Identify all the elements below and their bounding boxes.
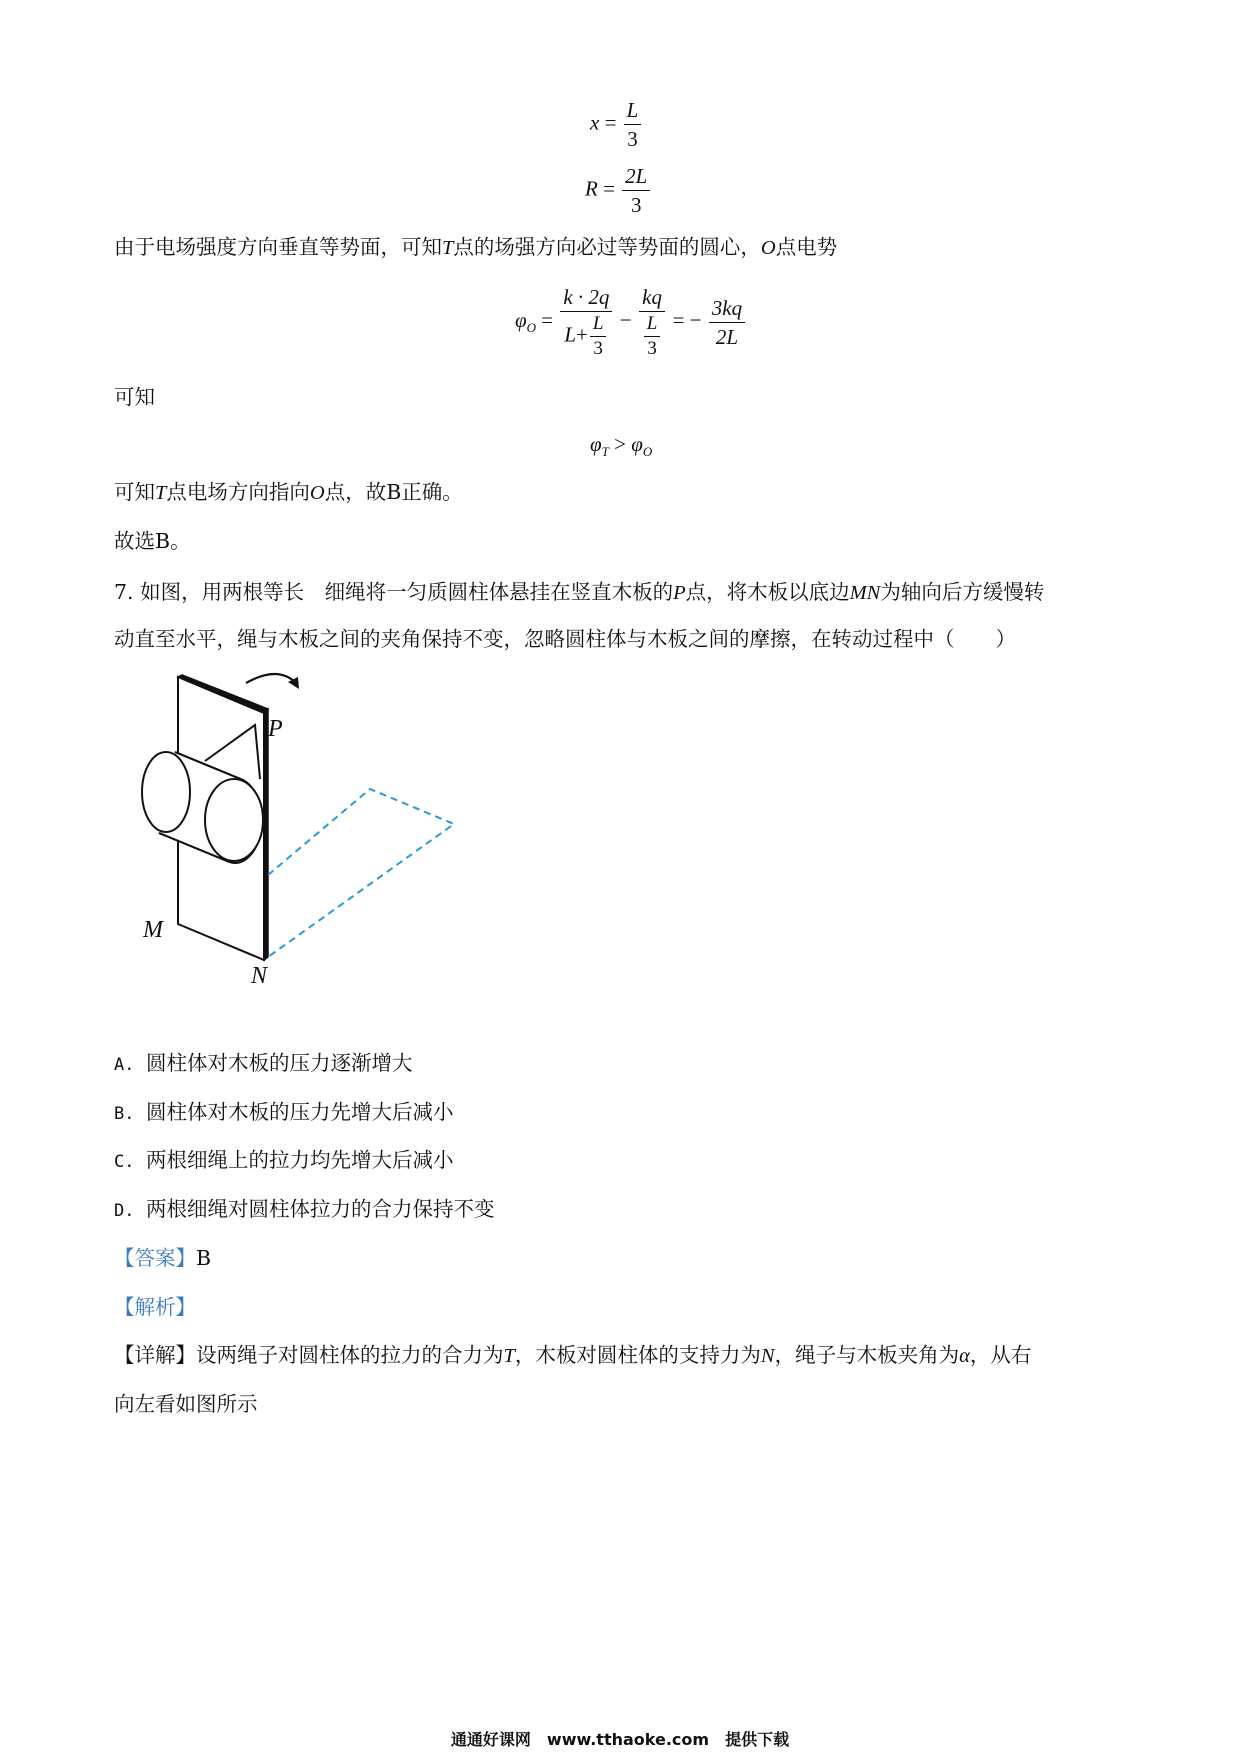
question-7-line-2: 动直至水平，绳与木板之间的夹角保持不变，忽略圆柱体与木板之间的摩擦，在转动过程中（ ） xyxy=(114,627,1016,651)
eq-phi-frac3-den: 2L xyxy=(715,324,739,349)
eq-R-lhs: R xyxy=(585,176,598,201)
eq-phi-symbol: φ xyxy=(515,307,527,332)
eq-phi-frac1-den-plus: + xyxy=(576,322,588,347)
equation-R xyxy=(585,164,652,217)
eq-phi-frac1-den-inner xyxy=(590,314,607,359)
board-cylinder-figure xyxy=(118,665,478,995)
p1-text-c: 点电势 xyxy=(775,235,838,259)
eq-cmp-sub2: O xyxy=(642,444,653,459)
p1-var-T: T xyxy=(442,237,454,259)
p3-var-O: O xyxy=(309,482,325,504)
detail-var-T: T xyxy=(503,1345,515,1367)
equation-x xyxy=(590,98,643,151)
p3-text-d: 正确。 xyxy=(401,480,463,504)
label-N: N xyxy=(251,963,268,989)
eq-phi-minus: − xyxy=(619,307,632,332)
eq-phi-frac2-num: kq xyxy=(639,285,665,312)
p3-var-B: B xyxy=(386,480,402,504)
eq-cmp-sub1: T xyxy=(601,444,609,459)
detail-line-1 xyxy=(114,1340,1031,1371)
q7-text-b: 点，将木板以底边 xyxy=(685,580,850,604)
eq-phi-equals: = xyxy=(541,307,554,332)
eq-phi-frac1-den-L: L xyxy=(564,322,577,347)
equation-phi-O xyxy=(515,285,747,359)
option-c[interactable] xyxy=(114,1145,454,1177)
option-d-text: 两根细绳对圆柱体拉力的合力保持不变 xyxy=(146,1197,495,1221)
cylinder-front-end xyxy=(205,779,263,861)
label-P: P xyxy=(268,716,283,742)
detail-text-d: ，从右 xyxy=(969,1343,1032,1367)
eq-R-den: 3 xyxy=(631,193,642,217)
option-b-text: 圆柱体对木板的压力先增大后减小 xyxy=(146,1100,454,1124)
answer-value: B xyxy=(196,1246,212,1270)
label-M: M xyxy=(143,917,163,943)
eq-R-equals: = xyxy=(603,176,615,201)
option-a-label: A. xyxy=(114,1055,135,1075)
detail-tag: 【详解】 xyxy=(114,1343,196,1367)
q7-text-a: 7. 如图，用两根等长 细绳将一匀质圆柱体悬挂在竖直木板的 xyxy=(114,580,674,604)
option-a-text: 圆柱体对木板的压力逐渐增大 xyxy=(146,1051,413,1075)
detail-var-N: N xyxy=(760,1345,775,1367)
eq-cmp-phi2: φ xyxy=(631,432,643,456)
eq-phi-sub: O xyxy=(526,319,537,335)
detail-text-c: ，绳子与木板夹角为 xyxy=(774,1343,960,1367)
p3-text-c: 点，故 xyxy=(324,480,387,504)
eq-phi-inner2-num: L xyxy=(644,314,661,337)
p3-text-a: 可知 xyxy=(114,480,155,504)
p4-var-B: B xyxy=(155,529,171,553)
q7-var-MN: MN xyxy=(849,582,881,604)
option-c-label: C. xyxy=(114,1152,135,1172)
equation-compare xyxy=(590,432,652,460)
answer-line xyxy=(114,1243,211,1273)
paragraph-field-direction xyxy=(114,232,837,263)
horizontal-board-outline xyxy=(268,789,454,957)
eq-phi-inner1-num: L xyxy=(590,314,607,337)
p4-text-a: 故选 xyxy=(114,529,155,553)
detail-text-b: ，木板对圆柱体的支持力为 xyxy=(514,1343,761,1367)
page-footer: 通通好课网 www.tthaoke.com 提供下载 xyxy=(450,1730,790,1749)
rotation-arrow xyxy=(246,674,296,683)
eq-x-fraction xyxy=(624,98,642,151)
eq-phi-frac3 xyxy=(709,296,745,349)
analysis-lbracket: 【 xyxy=(114,1295,135,1319)
option-b-label: B. xyxy=(114,1104,135,1124)
question-7-line-1 xyxy=(114,577,1044,608)
p3-text-b: 点电场方向指向 xyxy=(166,480,310,504)
eq-cmp-phi1: φ xyxy=(590,432,602,456)
eq-x-den: 3 xyxy=(627,127,638,151)
eq-R-num: 2L xyxy=(622,164,650,191)
detail-line-2: 向左看如图所示 xyxy=(114,1392,258,1416)
paragraph-conclusion xyxy=(114,477,463,508)
option-a[interactable] xyxy=(114,1048,413,1080)
analysis-tag: 解析 xyxy=(134,1295,176,1319)
eq-x-lhs: x xyxy=(590,110,600,135)
p3-var-T: T xyxy=(155,482,167,504)
answer-tag: 答案 xyxy=(134,1246,176,1270)
eq-cmp-gt: > xyxy=(614,432,626,456)
eq-phi-frac2-den xyxy=(639,312,666,359)
answer-rbracket: 】 xyxy=(175,1246,196,1270)
option-c-text: 两根细绳上的拉力均先增大后减小 xyxy=(146,1148,454,1172)
option-b[interactable] xyxy=(114,1097,454,1129)
answer-lbracket: 【 xyxy=(114,1246,135,1270)
p4-text-b: 。 xyxy=(170,529,191,553)
option-d-label: D. xyxy=(114,1201,135,1221)
eq-R-fraction xyxy=(622,164,650,217)
detail-var-alpha: α xyxy=(959,1345,970,1367)
analysis-heading xyxy=(114,1292,196,1322)
cylinder-back-end xyxy=(142,752,190,832)
eq-phi-equals-minus: = − xyxy=(672,307,702,332)
board-side-edge xyxy=(264,709,268,960)
p1-var-O: O xyxy=(760,237,776,259)
analysis-rbracket: 】 xyxy=(175,1295,196,1319)
eq-phi-frac1 xyxy=(560,285,612,359)
eq-phi-inner2-den: 3 xyxy=(647,338,657,359)
eq-phi-frac1-num: k · 2q xyxy=(560,285,612,312)
paragraph-kezhi: 可知 xyxy=(114,385,155,409)
detail-text-a: 设两绳子对圆柱体的拉力的合力为 xyxy=(196,1343,504,1367)
eq-x-equals: = xyxy=(604,110,617,135)
q7-text-c: 为轴向后方缓慢转 xyxy=(880,580,1045,604)
p1-text-b: 点的场强方向必过等势面的圆心， xyxy=(453,235,761,259)
option-d[interactable] xyxy=(114,1194,495,1226)
eq-phi-frac2 xyxy=(639,285,666,359)
paragraph-choice xyxy=(114,526,191,556)
eq-phi-inner1-den: 3 xyxy=(593,338,603,359)
p1-text-a: 由于电场强度方向垂直等势面，可知 xyxy=(114,235,442,259)
eq-phi-frac1-den xyxy=(561,312,611,359)
eq-phi-frac3-num: 3kq xyxy=(709,296,745,323)
eq-x-num: L xyxy=(624,98,642,125)
q7-var-P: P xyxy=(673,582,686,604)
eq-phi-frac2-den-inner xyxy=(644,314,661,359)
